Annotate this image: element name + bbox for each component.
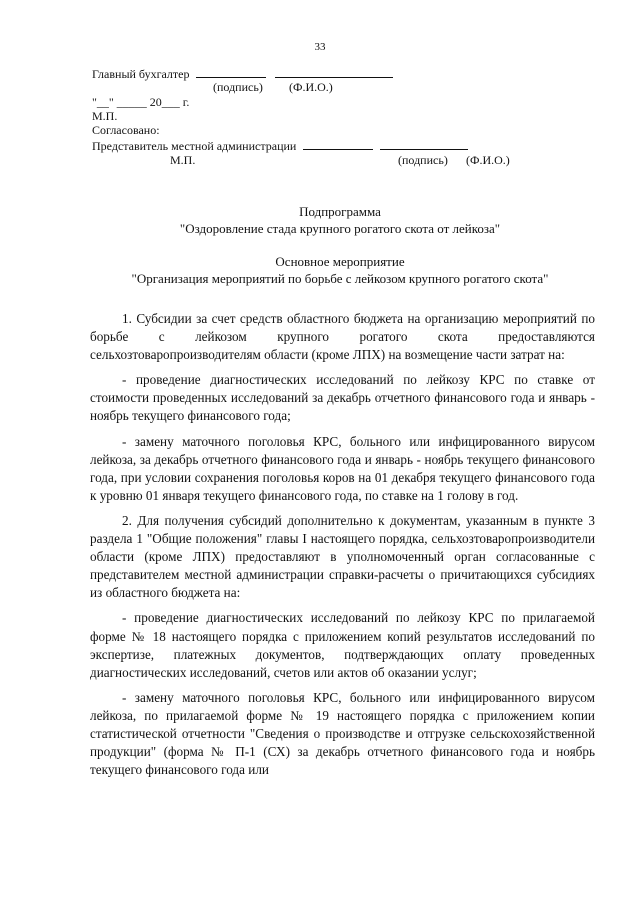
sign-caption: (подпись) [213,80,263,94]
fio-blank [275,66,393,78]
subprogram-name: "Оздоровление стада крупного рогатого скота от лейкоза" [179,221,501,236]
paragraph: - замену маточного поголовья КРС, больного или инфицированного вирусом лейкоза, по прилагаемой форме № 19 настоящего порядка с приложением копии статистической отчетности "Сведения о производстве и отгрузке сельскохозяйственной продукции" (форма № П-1 (СХ) за декабрь отчетного финансового года и ноябрь текущего финансового года или [90,689,595,778]
agreed-label: Согласовано: [92,123,160,137]
document-body [90,310,595,786]
fio-caption: (Ф.И.О.) [289,80,333,94]
paragraph: - проведение диагностических исследований по лейкозу КРС по ставке от стоимости проведенных исследований за декабрь отчетного финансового года и январь - ноябрь текущего финансового года; [90,372,595,424]
date-line: "__" _____ 20___ г. [92,95,190,109]
paragraph: - проведение диагностических исследований по лейкозу КРС по прилагаемой форме № 18 настоящего порядка с приложением копий результатов исследований по экспертизе, платежных документов, подтверждающих оплату проведенных диагностических исследований, счетов или актов об оказании услуг; [90,610,595,680]
sign-caption-2: (подпись) [398,153,448,167]
representative-line [92,138,468,153]
fio-caption-2: (Ф.И.О.) [466,153,510,167]
main-event-title: Основное мероприятие [275,254,405,269]
subprogram-title: Подпрограмма [299,204,381,219]
paragraph: 1. Субсидии за счет средств областного бюджета на организацию мероприятий по борьбе с лейкозом крупного рогатого скота предоставляются сельхозтоваропроизводителям области (кроме ЛПХ) на возмещение части затрат на: [90,311,595,363]
stamp-place: М.П. [92,109,118,123]
page-number: 33 [314,41,326,53]
chief-accountant-label: Главный бухгалтер [92,67,190,81]
paragraph: - замену маточного поголовья КРС, больного или инфицированного вирусом лейкоза, за декабрь отчетного финансового года и январь - ноябрь текущего финансового года, при условии сохранения поголовья коров на 01 декабря текущего финансового года к уровню 01 января текущего финансового года, по ставке на 1 голову в год. [90,433,595,503]
representative-signature-blank [303,138,373,150]
signature-blank [196,66,266,78]
stamp-place-2: М.П. [170,153,196,167]
representative-label: Представитель местной администрации [92,139,297,153]
chief-accountant-line [92,66,393,81]
representative-fio-blank [380,138,468,150]
paragraph: 2. Для получения субсидий дополнительно к документам, указанным в пункте 3 раздела 1 "Общие положения" главы I настоящего порядка, сельхозтоваропроизводители области (кроме ЛПХ) предоставляют в уполномоченный орган согласованные с представителем местной администрации справки-расчеты о причитающихся субсидиях из областного бюджета на: [90,512,595,601]
main-event-name: "Организация мероприятий по борьбе с лейкозом крупного рогатого скота" [131,271,549,286]
